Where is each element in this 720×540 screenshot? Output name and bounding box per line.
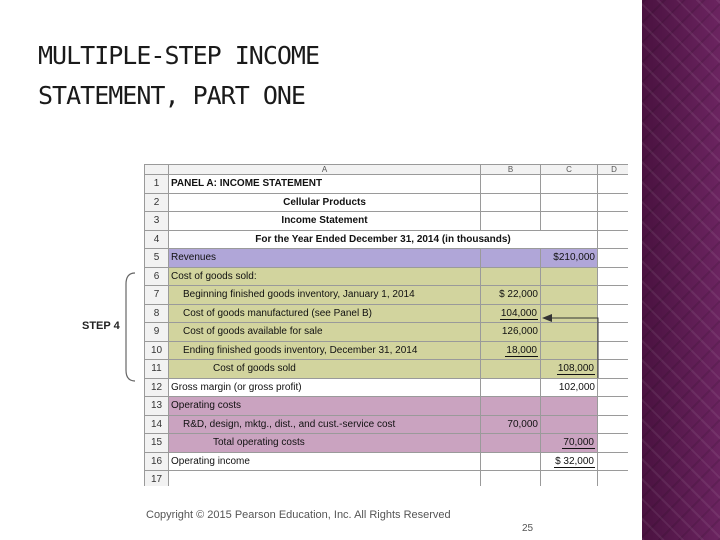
cell-d — [598, 397, 629, 416]
cell-a — [169, 471, 481, 487]
cell-d — [598, 286, 629, 305]
row-number: 3 — [145, 212, 169, 231]
cell-c — [541, 397, 598, 416]
column-header: C — [541, 165, 598, 175]
table-row — [145, 471, 629, 487]
row-number: 5 — [145, 249, 169, 268]
cell-c — [541, 193, 598, 212]
table-row — [145, 193, 629, 212]
cell-a: For the Year Ended December 31, 2014 (in thousands) — [169, 230, 598, 249]
cell-d — [598, 175, 629, 194]
table-row — [145, 267, 629, 286]
table-row — [145, 286, 629, 305]
cell-c — [541, 286, 598, 305]
cell-a: Cost of goods sold: — [169, 267, 481, 286]
cell-a: Cost of goods manufactured (see Panel B) — [169, 304, 481, 323]
cell-c: $210,000 — [541, 249, 598, 268]
cell-d — [598, 230, 629, 249]
table-row — [145, 397, 629, 416]
cell-b: $ 22,000 — [481, 286, 541, 305]
slide-title: MULTIPLE-STEP INCOME STATEMENT, PART ONE — [38, 41, 320, 110]
corner-cell — [145, 165, 169, 175]
table-row — [145, 434, 629, 453]
row-number: 12 — [145, 378, 169, 397]
cell-a: PANEL A: INCOME STATEMENT — [169, 175, 481, 194]
cell-c — [541, 471, 598, 487]
table-row — [145, 212, 629, 231]
cell-a: Operating costs — [169, 397, 481, 416]
table-row — [145, 230, 629, 249]
cell-c — [541, 267, 598, 286]
cell-a: Cost of goods sold — [169, 360, 481, 379]
cell-c-value: $ 32,000 — [555, 455, 594, 467]
cell-d — [598, 452, 629, 471]
row-number: 6 — [145, 267, 169, 286]
step-label: STEP 4 — [82, 320, 120, 332]
cell-b — [481, 471, 541, 487]
row-number: 11 — [145, 360, 169, 379]
cell-d — [598, 434, 629, 453]
cell-d — [598, 267, 629, 286]
row-number: 10 — [145, 341, 169, 360]
cell-a: Ending finished goods inventory, December 31, 2014 — [169, 341, 481, 360]
cell-b: 126,000 — [481, 323, 541, 342]
cell-c — [541, 452, 598, 471]
cell-c — [541, 415, 598, 434]
cell-a: Total operating costs — [169, 434, 481, 453]
cell-b-value: 104,000 — [500, 307, 537, 319]
cell-b — [481, 267, 541, 286]
cell-a: Operating income — [169, 452, 481, 471]
page-number: 25 — [522, 523, 534, 534]
cell-a: Gross margin (or gross profit) — [169, 378, 481, 397]
row-number: 17 — [145, 471, 169, 487]
column-header-row — [145, 165, 629, 175]
column-header: B — [481, 165, 541, 175]
cell-b — [481, 193, 541, 212]
cell-d — [598, 471, 629, 487]
cell-c — [541, 434, 598, 453]
decorative-side-band — [642, 0, 720, 540]
cell-d — [598, 249, 629, 268]
cell-a: Cellular Products — [169, 193, 481, 212]
cell-c — [541, 175, 598, 194]
cell-a: Income Statement — [169, 212, 481, 231]
cell-b — [481, 397, 541, 416]
cell-b — [481, 452, 541, 471]
cell-b — [481, 378, 541, 397]
table-row — [145, 415, 629, 434]
cell-a: R&D, design, mktg., dist., and cust.-service cost — [169, 415, 481, 434]
cell-d — [598, 415, 629, 434]
cell-c: 102,000 — [541, 378, 598, 397]
cell-b — [481, 212, 541, 231]
step-bracket-icon — [124, 272, 136, 382]
cell-a: Beginning finished goods inventory, January 1, 2014 — [169, 286, 481, 305]
table-row — [145, 452, 629, 471]
cell-b — [481, 434, 541, 453]
copyright-notice: Copyright © 2015 Pearson Education, Inc. All Rights Reserved — [146, 509, 451, 521]
table-row — [145, 249, 629, 268]
cell-b: 70,000 — [481, 415, 541, 434]
row-number: 16 — [145, 452, 169, 471]
cell-b-value: 18,000 — [506, 344, 537, 356]
row-number: 14 — [145, 415, 169, 434]
cell-c — [541, 212, 598, 231]
column-header: D — [598, 165, 629, 175]
row-number: 2 — [145, 193, 169, 212]
cell-c-value: 108,000 — [557, 363, 594, 375]
column-header: A — [169, 165, 481, 175]
cell-b — [481, 175, 541, 194]
row-number: 13 — [145, 397, 169, 416]
row-number: 1 — [145, 175, 169, 194]
row-number: 7 — [145, 286, 169, 305]
cell-a: Cost of goods available for sale — [169, 323, 481, 342]
cell-a: Revenues — [169, 249, 481, 268]
cell-d — [598, 378, 629, 397]
cell-d — [598, 193, 629, 212]
reference-arrow-icon — [528, 310, 618, 380]
row-number: 8 — [145, 304, 169, 323]
table-row — [145, 378, 629, 397]
row-number: 9 — [145, 323, 169, 342]
row-number: 15 — [145, 434, 169, 453]
row-number: 4 — [145, 230, 169, 249]
cell-c-value: 70,000 — [563, 437, 594, 449]
cell-b — [481, 249, 541, 268]
table-row — [145, 175, 629, 194]
cell-d — [598, 212, 629, 231]
